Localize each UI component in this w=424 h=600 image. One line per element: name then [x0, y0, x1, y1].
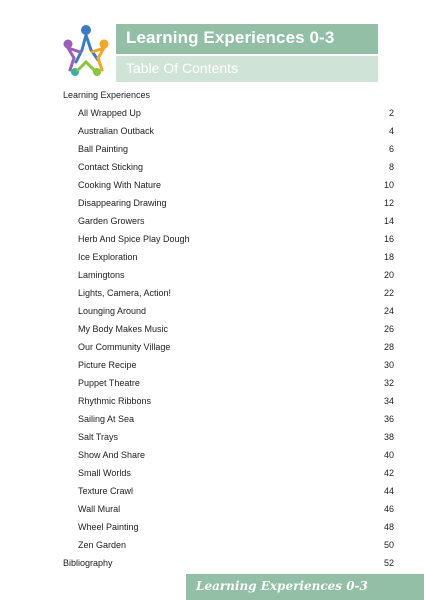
toc-entry[interactable]	[78, 522, 394, 536]
toc-entry[interactable]	[78, 252, 394, 266]
toc-entry-label: Picture Recipe	[78, 360, 137, 370]
toc-entry-label: Wheel Painting	[78, 522, 139, 532]
toc-entry[interactable]	[78, 216, 394, 230]
toc-entry-page: 10	[383, 180, 394, 190]
toc-entry-label: Small Worlds	[78, 468, 131, 478]
toc-entry-page: 36	[383, 414, 394, 424]
toc-entry-label: Lights, Camera, Action!	[78, 288, 172, 298]
toc-entry-label: Herb And Spice Play Dough	[78, 234, 190, 244]
bibliography-page: 52	[383, 558, 394, 568]
toc-entry-page: 38	[383, 432, 394, 442]
toc-entry-label: Texture Crawl	[78, 486, 134, 496]
toc-entry[interactable]	[78, 126, 394, 140]
toc-entry[interactable]	[78, 378, 394, 392]
footer-title: Learning Experiences 0-3	[196, 579, 368, 593]
toc-entry-page: 50	[383, 540, 394, 550]
toc-entry[interactable]	[78, 234, 394, 248]
toc-entry[interactable]	[78, 342, 394, 356]
toc-entry-label: Show And Share	[78, 450, 146, 460]
toc-entry-page: 46	[383, 504, 394, 514]
toc-entry-page: 22	[383, 288, 394, 298]
toc-entry[interactable]	[78, 306, 394, 320]
toc-entry-label: Cooking With Nature	[78, 180, 162, 190]
document-subtitle: Table Of Contents	[126, 60, 239, 76]
toc-entry[interactable]	[78, 324, 394, 338]
toc-entry-page: 42	[383, 468, 394, 478]
toc-entry-page: 18	[383, 252, 394, 262]
toc-entry[interactable]	[78, 144, 394, 158]
toc-entry[interactable]	[78, 360, 394, 374]
toc-entry-label: Lamingtons	[78, 270, 125, 280]
toc-entry[interactable]	[78, 288, 394, 302]
toc-bibliography[interactable]	[63, 558, 394, 572]
organization-logo	[58, 22, 114, 78]
toc-entry-label: Puppet Theatre	[78, 378, 140, 388]
toc-entry-page: 12	[383, 198, 394, 208]
toc-entry[interactable]	[78, 396, 394, 410]
toc-entry-label: Disappearing Drawing	[78, 198, 167, 208]
toc-entry-label: Wall Mural	[78, 504, 121, 514]
toc-entry-page: 34	[383, 396, 394, 406]
toc-entry[interactable]	[78, 270, 394, 284]
toc-entry-page: 16	[383, 234, 394, 244]
toc-entry[interactable]	[78, 450, 394, 464]
toc-entry[interactable]	[78, 540, 394, 554]
toc-entry-page: 8	[388, 162, 394, 172]
toc-entry-page: 48	[383, 522, 394, 532]
toc-entry-label: All Wrapped Up	[78, 108, 141, 118]
title-banner	[116, 24, 378, 54]
toc-entry-label: Our Community Village	[78, 342, 171, 352]
toc-section-heading: Learning Experiences	[63, 90, 151, 100]
toc-entry-label: Zen Garden	[78, 540, 127, 550]
toc-entry-label: Lounging Around	[78, 306, 147, 316]
toc-entry[interactable]	[78, 198, 394, 212]
subtitle-banner	[116, 56, 378, 82]
toc-entry-label: Rhythmic Ribbons	[78, 396, 152, 406]
toc-entry-page: 4	[388, 126, 394, 136]
toc-entry[interactable]	[78, 432, 394, 446]
toc-entry-label: Garden Growers	[78, 216, 145, 226]
toc-entry-page: 6	[388, 144, 394, 154]
toc-entry-page: 28	[383, 342, 394, 352]
toc-entry-page: 32	[383, 378, 394, 388]
toc-entry[interactable]	[78, 504, 394, 518]
bibliography-label: Bibliography	[63, 558, 113, 568]
toc-entry-page: 14	[383, 216, 394, 226]
toc-entry-label: My Body Makes Music	[78, 324, 169, 334]
people-circle-icon	[64, 25, 109, 76]
toc-entry[interactable]	[78, 108, 394, 122]
toc-entry-page: 44	[383, 486, 394, 496]
toc-entry[interactable]	[78, 414, 394, 428]
toc-entry-page: 20	[383, 270, 394, 280]
toc-entry[interactable]	[78, 180, 394, 194]
toc-entry[interactable]	[78, 162, 394, 176]
toc-entry-label: Salt Trays	[78, 432, 119, 442]
toc-entry[interactable]	[78, 468, 394, 482]
document-title: Learning Experiences 0-3	[126, 28, 335, 47]
toc-entry-label: Contact Sticking	[78, 162, 144, 172]
footer-banner	[186, 574, 424, 600]
toc-entry-label: Sailing At Sea	[78, 414, 135, 424]
toc-entry-page: 24	[383, 306, 394, 316]
toc-entry-label: Australian Outback	[78, 126, 155, 136]
toc-entry-page: 30	[383, 360, 394, 370]
toc-entry[interactable]	[78, 486, 394, 500]
toc-entry-page: 26	[383, 324, 394, 334]
toc-entry-label: Ball Painting	[78, 144, 129, 154]
toc-entry-page: 40	[383, 450, 394, 460]
toc-entry-label: Ice Exploration	[78, 252, 138, 262]
toc-entry-page: 2	[388, 108, 394, 118]
